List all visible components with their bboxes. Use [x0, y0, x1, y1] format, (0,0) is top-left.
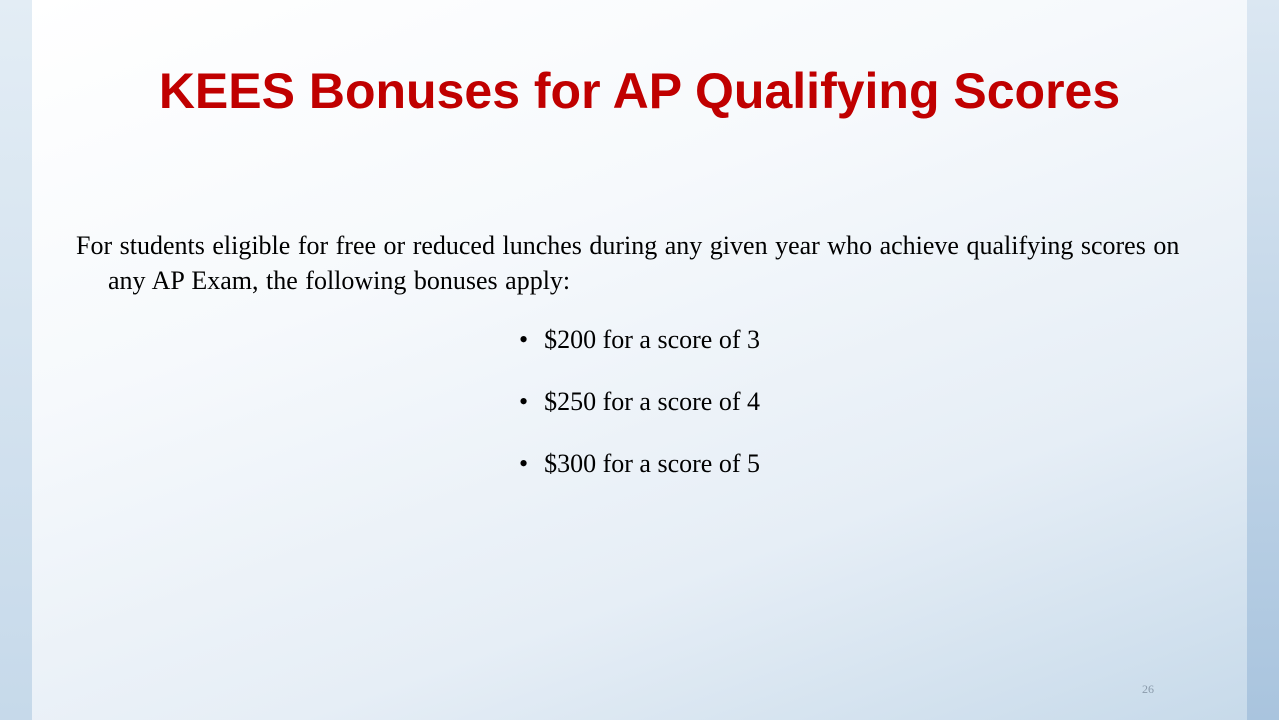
bullet-icon: •: [519, 449, 529, 478]
left-frame-strip: [0, 0, 32, 720]
bonus-score-5: $300 for a score of 5: [544, 449, 760, 478]
list-item: [32, 382, 1247, 422]
list-item: [32, 320, 1247, 360]
bonus-score-3: $200 for a score of 3: [544, 325, 760, 354]
slide: [32, 0, 1247, 720]
bullet-icon: •: [519, 387, 529, 416]
right-frame-strip: [1247, 0, 1279, 720]
bonus-list: [32, 320, 1247, 506]
list-item: [32, 444, 1247, 484]
intro-paragraph: For students eligible for free or reduced lunches during any given year who achieve qualifying scores on any AP Exam, the following bonuses apply:: [76, 231, 1180, 295]
bullet-icon: •: [519, 325, 529, 354]
page-number: 26: [1142, 682, 1154, 696]
slide-title: KEES Bonuses for AP Qualifying Scores: [158, 63, 1121, 119]
bonus-score-4: $250 for a score of 4: [544, 387, 760, 416]
